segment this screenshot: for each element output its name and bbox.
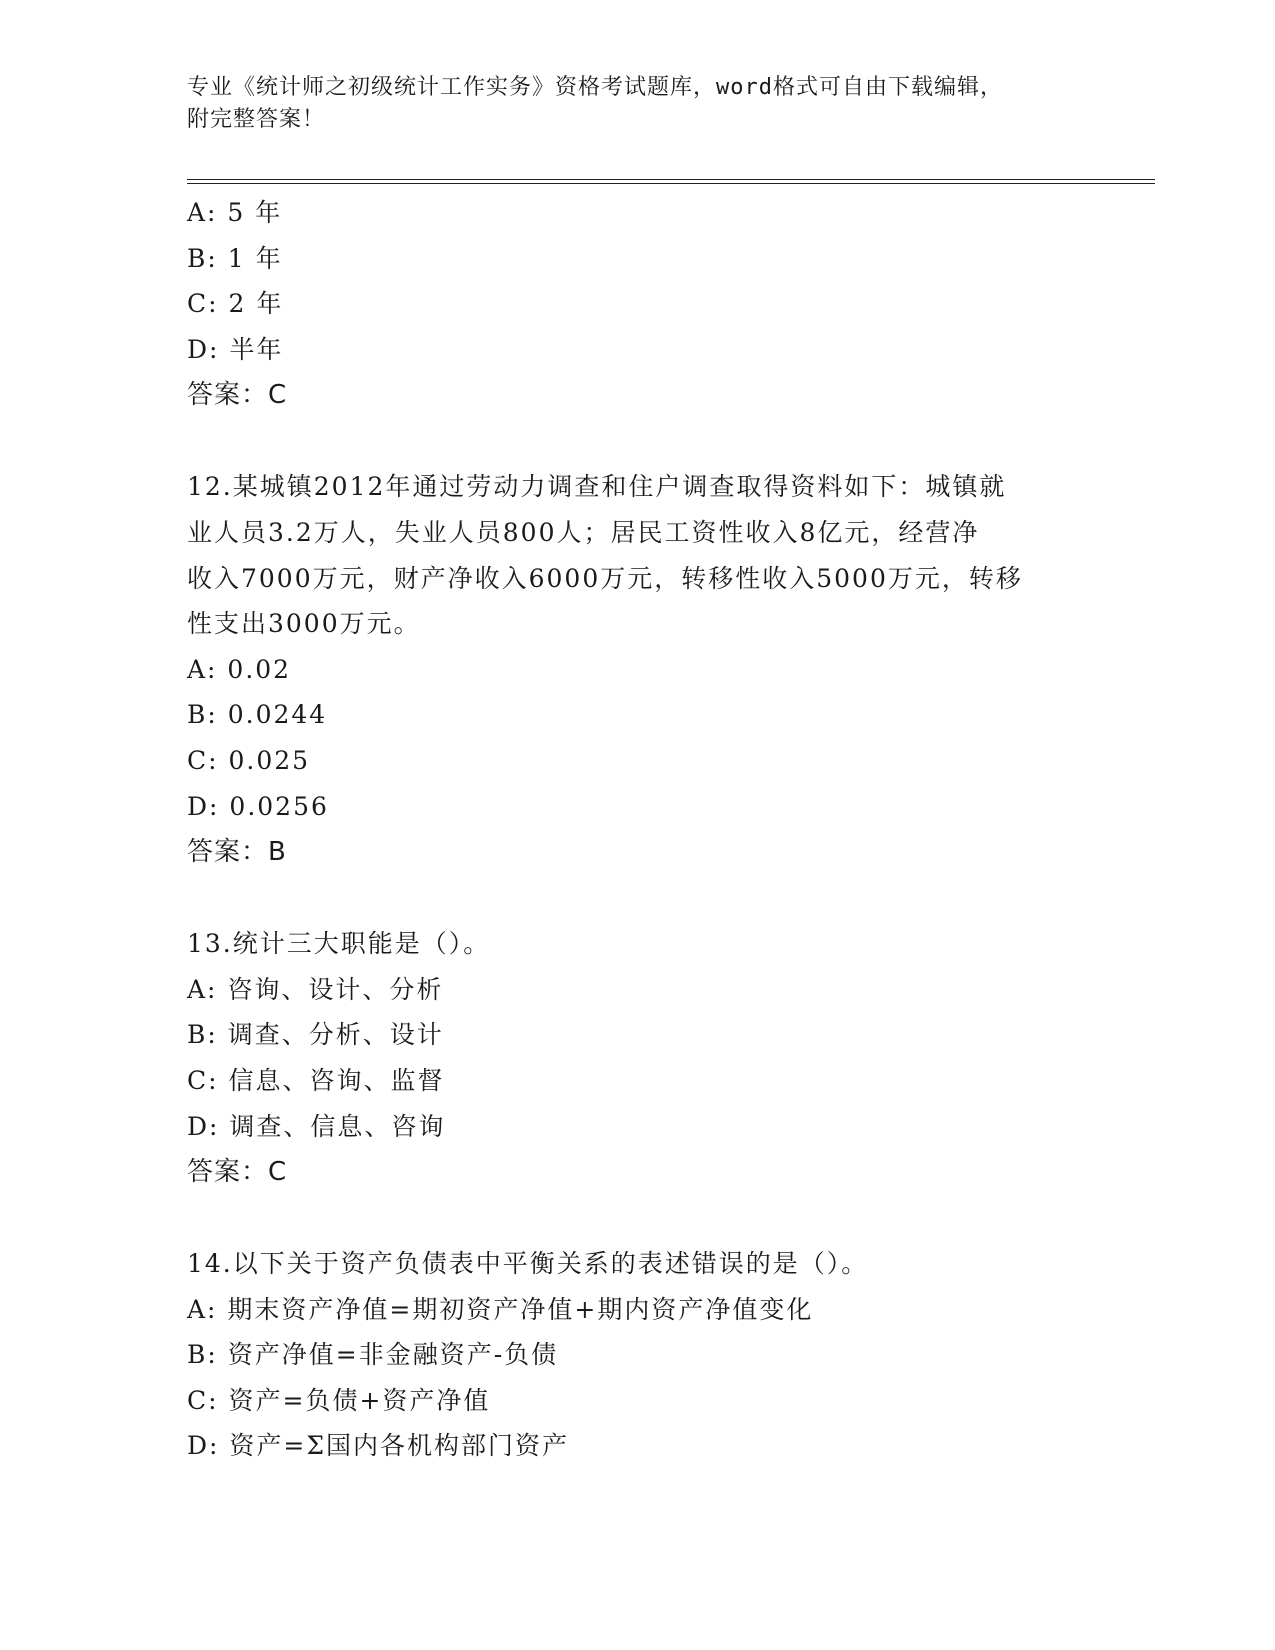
q13-stem: 13.统计三大职能是（）。: [187, 929, 491, 959]
q14-option-c: C: 资产=负债+资产净值: [187, 1385, 491, 1415]
question-14: [187, 1241, 1107, 1469]
q13-option-a: A: 咨询、设计、分析: [187, 974, 444, 1004]
header-line-1: 专业《统计师之初级统计工作实务》资格考试题库，word格式可自由下载编辑，: [187, 75, 1003, 100]
q12-answer: 答案：B: [187, 837, 287, 868]
q11-option-d: D: 半年: [187, 334, 284, 364]
header-line-2: 附完整答案！: [187, 107, 326, 132]
q11-option-a: A: 5 年: [187, 198, 283, 227]
question-11: [187, 190, 1107, 418]
q13-answer: 答案：C: [187, 1157, 288, 1188]
q13-option-c: C: 信息、咨询、监督: [187, 1065, 445, 1095]
q13-option-b: B: 调查、分析、设计: [187, 1020, 444, 1050]
question-content: [187, 190, 1107, 1469]
document-header: [187, 72, 1087, 136]
q11-option-b: B: 1 年: [187, 243, 283, 273]
q12-stem-line-3: 收入7000万元，财产净收入6000万元，转移性收入5000万元，转移: [187, 563, 1023, 593]
header-divider-top: [187, 179, 1155, 180]
question-13: [187, 921, 1107, 1195]
q11-option-c: C: 2 年: [187, 289, 284, 319]
q12-stem-line-4: 性支出3000万元。: [187, 609, 421, 639]
question-12: [187, 464, 1107, 875]
q12-option-c: C: 0.025: [187, 745, 311, 775]
q12-option-a: A: 0.02: [187, 654, 292, 684]
q14-option-d: D: 资产=Σ国内各机构部门资产: [187, 1431, 570, 1461]
q14-option-a: A: 期末资产净值=期初资产净值+期内资产净值变化: [187, 1294, 814, 1324]
q12-stem-line-2: 业人员3.2万人，失业人员800人；居民工资性收入8亿元，经营净: [187, 517, 980, 547]
header-divider-bottom: [187, 183, 1155, 184]
q12-option-d: D: 0.0256: [187, 791, 329, 821]
q14-option-b: B: 资产净值=非金融资产-负债: [187, 1340, 559, 1370]
q12-stem-line-1: 12.某城镇2012年通过劳动力调查和住户调查取得资料如下：城镇就: [187, 472, 1007, 502]
q13-option-d: D: 调查、信息、咨询: [187, 1111, 446, 1141]
q12-option-b: B: 0.0244: [187, 700, 328, 730]
q11-answer: 答案：C: [187, 380, 288, 411]
q14-stem: 14.以下关于资产负债表中平衡关系的表述错误的是（）。: [187, 1249, 869, 1279]
